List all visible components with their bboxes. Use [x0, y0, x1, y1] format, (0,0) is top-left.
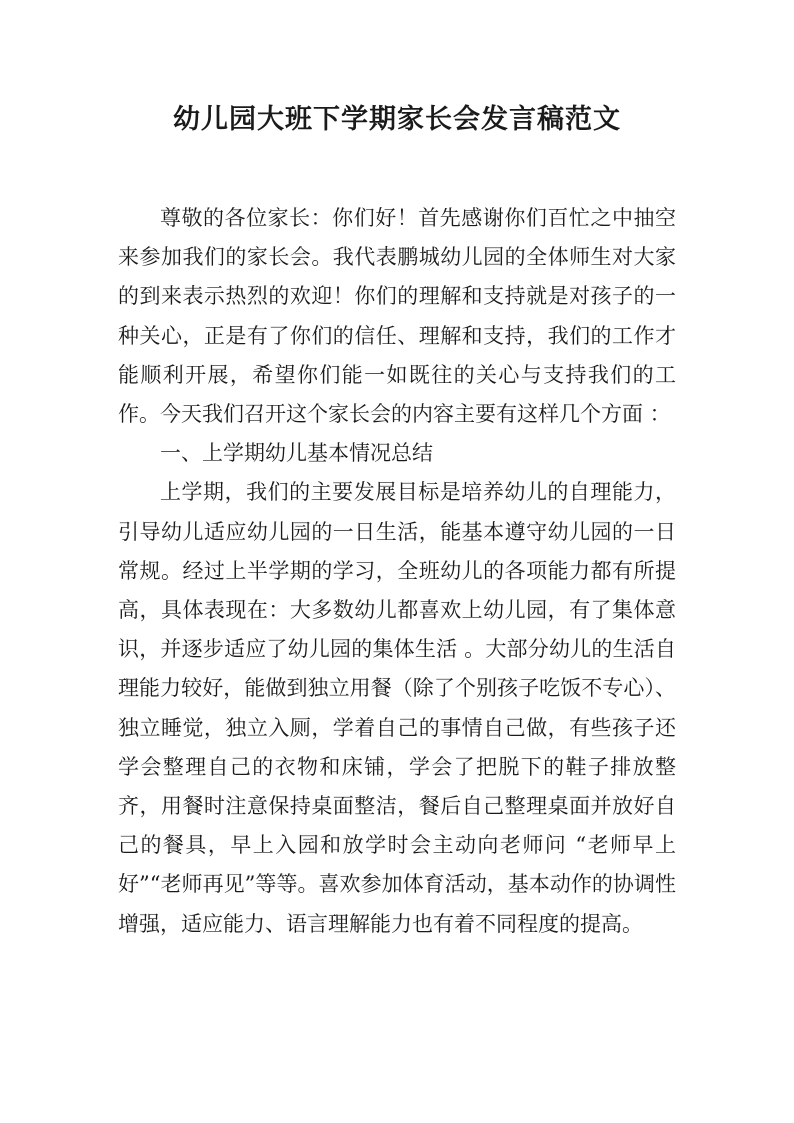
section-heading: 一、上学期幼儿基本情况总结 [160, 441, 433, 466]
paragraph-summary: 上学期，我们的主要发展目标是培养幼儿的自理能力，引导幼儿适应幼儿园的一日生活，能基本遵守幼儿园的一日常规。经过上半学期的学习，全班幼儿的各项能力都有所提高，具体表现在：大多数幼儿都喜欢上幼儿园，有了集体意识，并逐步适应了幼儿园的集体生活 。大部分幼儿的生活自理能力较好，能做到独立用餐（除了个别孩子吃饭不专心）、独立睡觉，独立入厕，学着自己的事情自己做，有些孩子还学会整理自己的衣物和床铺，学会了把脱下的鞋子排放整齐，用餐时注意保持桌面整洁，餐后自己整理桌面并放好自己的餐具，早上入园和放学时会主动向老师问 “老师早上好”“老师再见”等等。喜欢参加体育活动，基本动作的协调性增强，适应能力、语言理解能力也有着不同程度的提高。 [118, 480, 676, 936]
document-body [118, 199, 676, 944]
document-title: 幼儿园大班下学期家长会发言稿范文 [173, 104, 621, 135]
paragraph-greeting: 尊敬的各位家长：你们好！首先感谢你们百忙之中抽空来参加我们的家长会。我代表鹏城幼儿园的全体师生对大家的到来表示热烈的欢迎！你们的理解和支持就是对孩子的一种关心，正是有了你们的信任、理解和支持，我们的工作才能顺利开展，希望你们能一如既往的关心与支持我们的工作。今天我们召开这个家长会的内容主要有这样几个方面 ： [118, 206, 676, 427]
